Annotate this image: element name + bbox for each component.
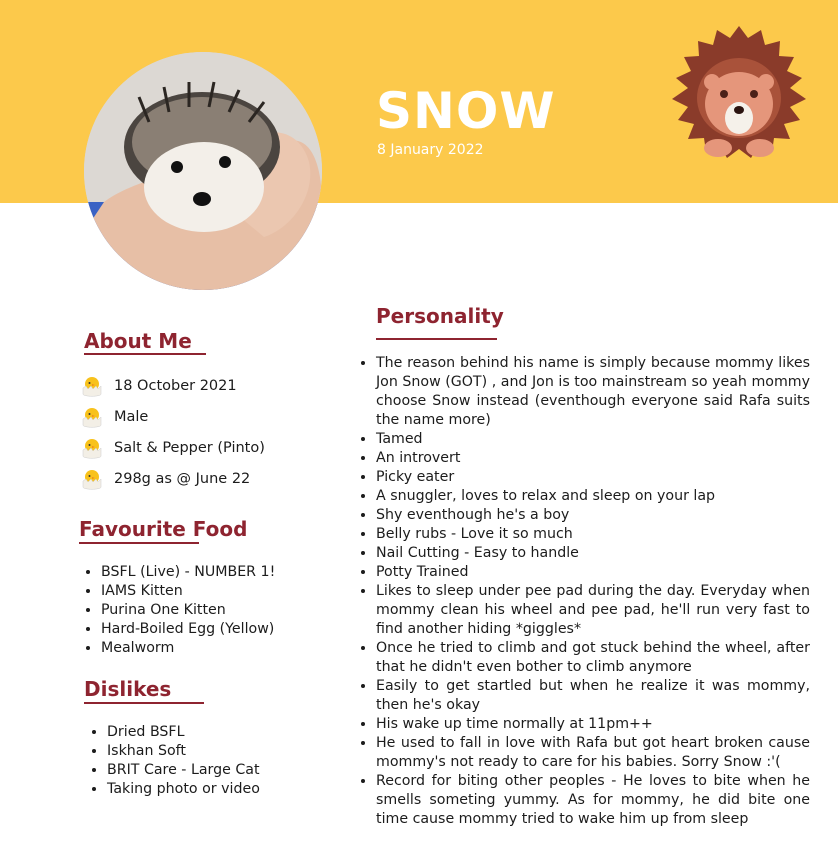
- personality-item: • Easily to get startled but when he realize it was mommy, then he's okay: [376, 677, 810, 715]
- food-list: [81, 563, 275, 658]
- profile-date: 8 January 2022: [377, 142, 484, 158]
- personality-item: • The reason behind his name is simply because mommy likes Jon Snow (GOT) , and Jon is too mainstream so yeah mommy choose Snow instead (eventhough everyone said Rafa suits the name more): [376, 354, 810, 430]
- personality-item: • He used to fall in love with Rafa but got heart broken cause mommy's not ready to care for his babies. Sorry Snow :'(: [376, 734, 810, 772]
- about-underline: [84, 353, 206, 355]
- food-title: Favourite Food: [79, 517, 248, 541]
- dislike-item: • Iskhan Soft: [107, 742, 260, 761]
- personality-item: • Shy eventhough he's a boy: [376, 506, 810, 525]
- personality-list: [356, 354, 810, 829]
- chick-icon: [80, 436, 104, 460]
- personality-title: Personality: [376, 304, 504, 328]
- about-item-text: Salt & Pepper (Pinto): [114, 439, 265, 456]
- personality-underline: [376, 338, 497, 340]
- dislikes-list: [87, 723, 260, 799]
- chick-icon: [80, 374, 104, 398]
- dislikes-underline: [84, 702, 204, 704]
- about-item: [80, 370, 265, 401]
- personality-item: • Nail Cutting - Easy to handle: [376, 544, 810, 563]
- personality-item: • A snuggler, loves to relax and sleep on your lap: [376, 487, 810, 506]
- about-item-text: 18 October 2021: [114, 377, 237, 394]
- about-item: [80, 463, 265, 494]
- personality-item: • An introvert: [376, 449, 810, 468]
- personality-item: • Tamed: [376, 430, 810, 449]
- about-item: [80, 401, 265, 432]
- dislike-item: • Taking photo or video: [107, 780, 260, 799]
- chick-icon: [80, 467, 104, 491]
- about-item-text: Male: [114, 408, 149, 425]
- hedgehog-icon: [666, 24, 812, 160]
- personality-item: • Potty Trained: [376, 563, 810, 582]
- hedgehog-photo: [84, 52, 322, 290]
- food-item: • IAMS Kitten: [101, 582, 275, 601]
- food-item: • Purina One Kitten: [101, 601, 275, 620]
- dislikes-title: Dislikes: [84, 677, 172, 701]
- chick-icon: [80, 405, 104, 429]
- dislike-item: • BRIT Care - Large Cat: [107, 761, 260, 780]
- page-title: SNOW: [376, 82, 556, 140]
- personality-item: • Record for biting other peoples - He loves to bite when he smells someting yummy. As for mommy, he did bite one time cause mommy tried to wake him up from sleep: [376, 772, 810, 829]
- about-item: [80, 432, 265, 463]
- personality-item: • Picky eater: [376, 468, 810, 487]
- about-list: [80, 370, 265, 494]
- food-item: • Mealworm: [101, 639, 275, 658]
- food-underline: [79, 542, 199, 544]
- about-title: About Me: [84, 329, 192, 353]
- personality-item: • His wake up time normally at 11pm++: [376, 715, 810, 734]
- food-item: • BSFL (Live) - NUMBER 1!: [101, 563, 275, 582]
- personality-item: • Once he tried to climb and got stuck behind the wheel, after that he didn't even bother to climb anymore: [376, 639, 810, 677]
- dislike-item: • Dried BSFL: [107, 723, 260, 742]
- about-item-text: 298g as @ June 22: [114, 470, 251, 487]
- personality-item: • Belly rubs - Love it so much: [376, 525, 810, 544]
- food-item: • Hard-Boiled Egg (Yellow): [101, 620, 275, 639]
- personality-item: • Likes to sleep under pee pad during the day. Everyday when mommy clean his wheel and pee pad, he'll run very fast to find another hiding *giggles*: [376, 582, 810, 639]
